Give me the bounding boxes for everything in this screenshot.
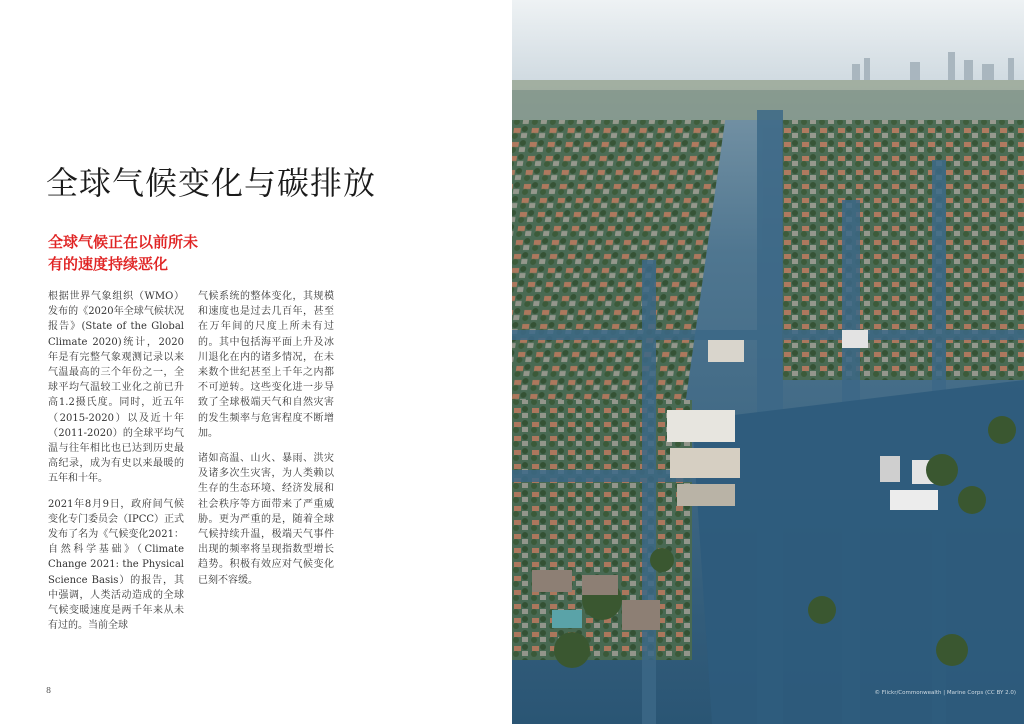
text-page — [0, 0, 512, 724]
paragraph: 2021年8月9日，政府间气候变化专门委员会（IPCC）正式发布了名为《气候变化2021：自然科学基础》（Climate Change 2021: the Physical Science Basis）的报告，其中强调，人类活动造成的全球气候变暖速度是两千年来从未有过的。当前全球 — [48, 498, 184, 632]
section-subtitle: 全球气候正在以前所未有的速度持续恶化 — [48, 233, 199, 273]
paragraph: 根据世界气象组织（WMO）发布的《2020年全球气候状况报告》(State of the Global Climate 2020)统计，2020年是有完整气象观测记录以来气温最高的三个年份之一，全球平均气温较工业化之前已升高1.2摄氏度。同时，近五年（2015-2020）以及近十年（2011-2020）的全球平均气温与往年相比也已达到历史最高纪录，成为有史以来最暖的五年和十年。 — [48, 291, 184, 485]
flood-aerial-photo — [512, 0, 1024, 724]
flood-photo-illustration — [512, 0, 1024, 724]
body-column-1 — [48, 289, 184, 643]
page-number: 8 — [46, 686, 52, 695]
paragraph: 气候系统的整体变化，其规模和速度也是过去几百年，甚至在万年间的尺度上所未有过的。其中包括海平面上升及冰川退化在内的诸多情况，在未来数个世纪甚至上千年之内都不可逆转。这些变化进一步导致了全球极端天气和自然灾害的发生频率与危害程度不断增加。 — [198, 291, 334, 439]
body-column-2 — [198, 289, 334, 598]
photo-credit: © Flickr/Commonwealth | Marine Corps (CC BY 2.0) — [874, 690, 1016, 696]
paragraph: 诸如高温、山火、暴雨、洪灾及诸多次生灾害，为人类赖以生存的生态环境、经济发展和社会秩序等方面带来了严重威胁。更为严重的是，随着全球气候持续升温，极端天气事件出现的频率将呈现指数型增长趋势。积极有效应对气候变化已刻不容缓。 — [198, 453, 334, 586]
page-title: 全球气候变化与碳排放 — [46, 164, 377, 202]
